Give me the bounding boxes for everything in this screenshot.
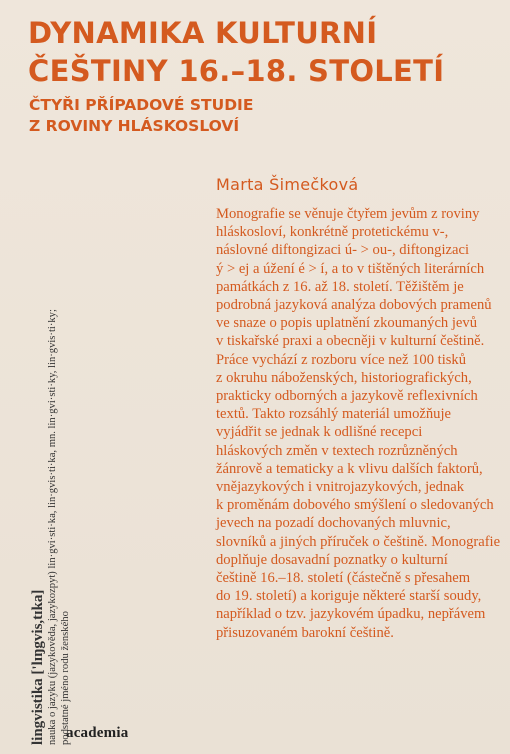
subtitle-line: ČTYŘI PŘÍPADOVÉ STUDIE [29,96,254,114]
blurb-line: přisuzovaném barokní češtině. [216,624,394,641]
blurb-line: vnějazykových i vnitrojazykových, jednak [216,479,465,496]
blurb-line: češtině 16.–18. století (částečně s přesahem [216,570,471,587]
blurb-line: do 19. století) a koriguje některé starší soudy, [216,588,482,605]
subtitle-line: Z ROVINY HLÁSKOSLOVÍ [29,117,240,135]
blurb-line: textů. Takto rozsáhlý materiál umožňuje [216,406,451,423]
blurb-line: Monografie se věnuje čtyřem jevům z roviny [216,206,480,222]
publisher-logo: academia [66,725,129,741]
blurb-line: například o tzv. jazykovém úpadku, nepřávem [216,606,486,623]
author-name: Marta Šimečková [216,175,359,194]
book-subtitle [29,95,489,137]
blurb-line: doplňuje dosavadní poznatky o kulturní [216,551,448,568]
blurb-line: z okruhu náboženských, historiografických, [216,369,472,386]
blurb-line: ý > ej a úžení é > í, a to v tištěných literárních [216,260,485,277]
blurb-line: ve snaze o popis uplatnění zkoumaných jevů [216,315,477,332]
blurb-line: vyjádřit se jednak k odlišné recepci [216,424,423,441]
title-line: ČEŠTINY 16.–18. STOLETÍ [28,54,445,88]
dictionary-headword: lingvistika ['lɪŋgvis,tɪka] [30,589,46,745]
blurb-line: slovníků a jiných příruček o češtině. Monografie [216,533,501,550]
blurb-line: hláskových změn v textech rozrůzněných [216,442,458,459]
blurb-line: jevech na pozadí dochovaných mluvnic, [216,515,451,532]
dictionary-entry [30,185,72,745]
blurb-line: k proměnám dobového smýšlení o sledovaných [216,497,494,514]
blurb-line: památkách z 16. až 18. století. Těžištěm je [216,278,464,295]
blurb-line: Práce vychází z rozboru více než 100 tisků [216,351,467,368]
dictionary-definition: nauka o jazyku (jazykověda, jazykozpyt) lin·gvi·sti·ka, lin·gvis·ti·ka, mn. lin·gvi·sti·ky, lin·gvis·ti·ky; [47,309,58,745]
dictionary-grammar: podstatné jméno rodu ženského [60,611,71,745]
book-title [28,14,498,90]
blurb-line: náslovné diftongizaci ú- > ou-, diftongizaci [216,242,470,259]
cover-blurb [216,205,506,642]
blurb-line: podrobná jazyková analýza dobových pramenů [216,297,492,314]
blurb-line: hláskosloví, konkrétně protetickému v-, [216,224,449,241]
blurb-line: v tiskařské praxi a obecněji v kulturní češtině. [216,333,485,350]
blurb-line: prakticky odborných a jazykově reflexivních [216,388,478,405]
blurb-line: žánrově a tematicky a k vlivu dalších faktorů, [216,460,483,477]
title-line: DYNAMIKA KULTURNÍ [28,16,378,50]
